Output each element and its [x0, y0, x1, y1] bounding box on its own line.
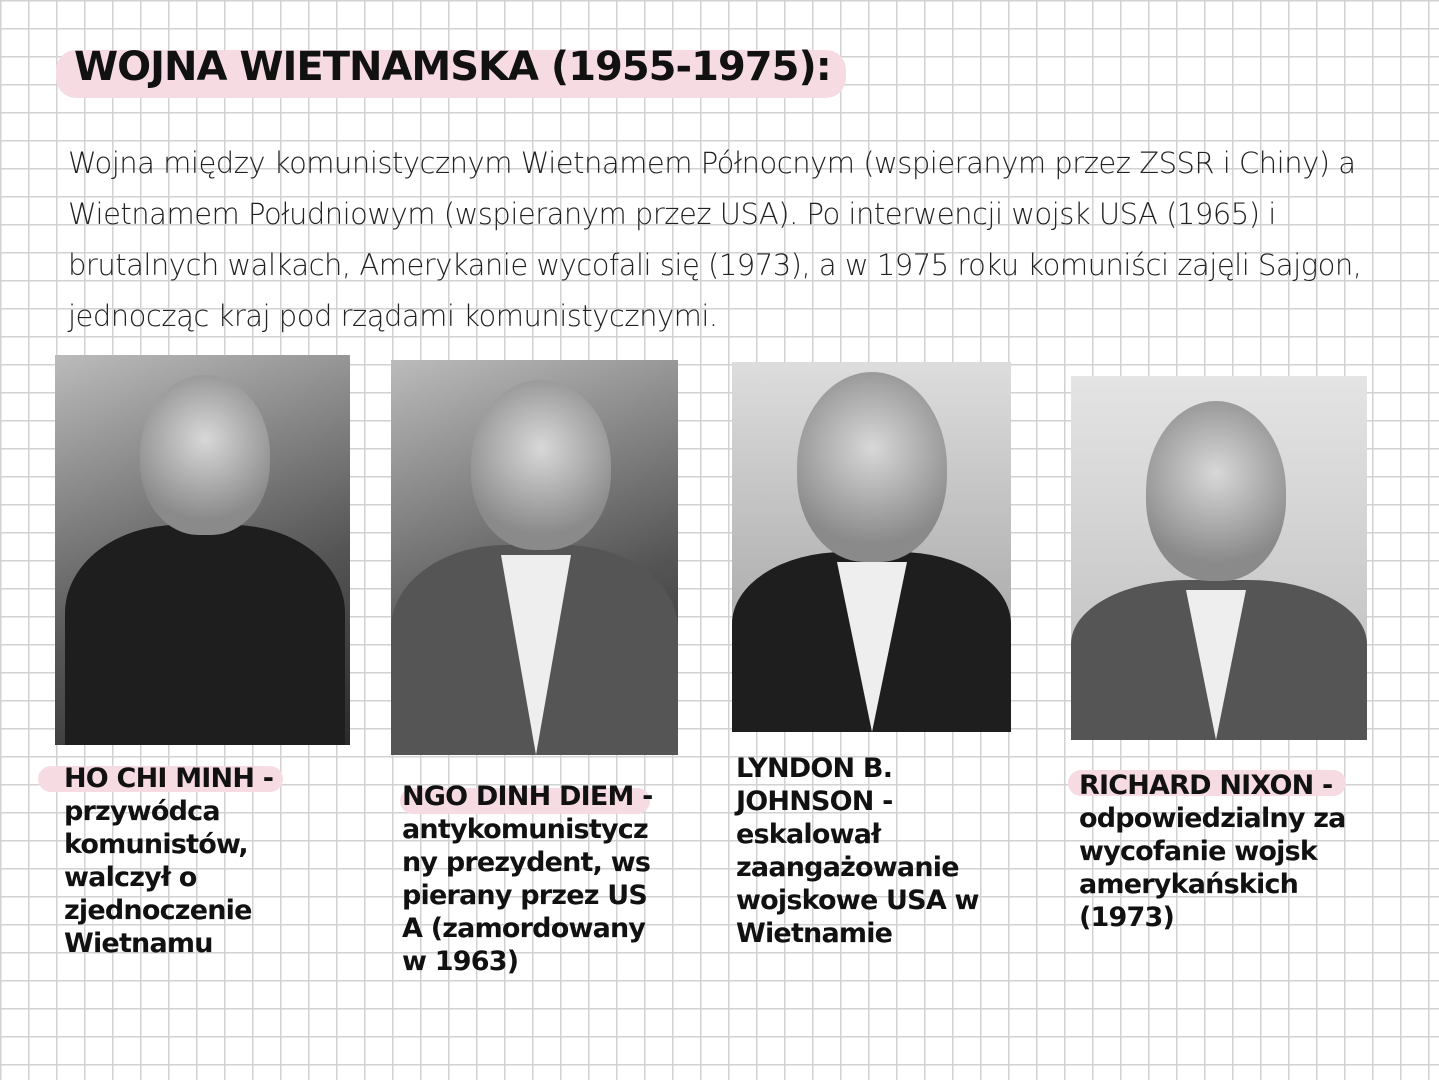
photo-ho-chi-minh — [55, 355, 350, 745]
caption-richard-nixon — [1079, 769, 1379, 934]
photo-richard-nixon — [1071, 376, 1367, 740]
person-description: odpowiedzialny za wycofanie wojsk amerykańskich (1973) — [1079, 803, 1346, 933]
person-name: LYNDON B. JOHNSON - — [736, 753, 893, 817]
person-name: HO CHI MINH - — [64, 763, 274, 794]
caption-ngo-dinh-diem — [402, 780, 662, 978]
person-description: przywódca komunistów, walczył o zjednoczenie Wietnamu — [64, 796, 252, 959]
person-description: antykomunistyczny prezydent, wspierany przez USA (zamordowany w 1963) — [402, 814, 651, 977]
person-description: eskalował zaangażowanie wojskowe USA w Wietnamie — [736, 819, 979, 949]
page-title: WOJNA WIETNAMSKA (1955-1975): — [74, 44, 831, 90]
person-name: RICHARD NIXON - — [1079, 770, 1333, 801]
caption-ho-chi-minh — [64, 762, 294, 960]
intro-paragraph: Wojna między komunistycznym Wietnamem Północnym (wspieranym przez ZSSR i Chiny) a Wietnamem Południowym (wspieranym przez USA). Po interwencji wojsk USA (1965) i brutalnych walkach, Amerykanie wycofali się (1973), a w 1975 roku komuniści zajęli Sajgon, jednocząc kraj pod rządami komunistycznymi. — [68, 146, 1362, 333]
caption-lyndon-johnson — [736, 752, 1011, 950]
photo-ngo-dinh-diem — [391, 360, 678, 755]
photo-lyndon-johnson — [732, 362, 1011, 732]
person-name: NGO DINH DIEM - — [402, 781, 653, 812]
